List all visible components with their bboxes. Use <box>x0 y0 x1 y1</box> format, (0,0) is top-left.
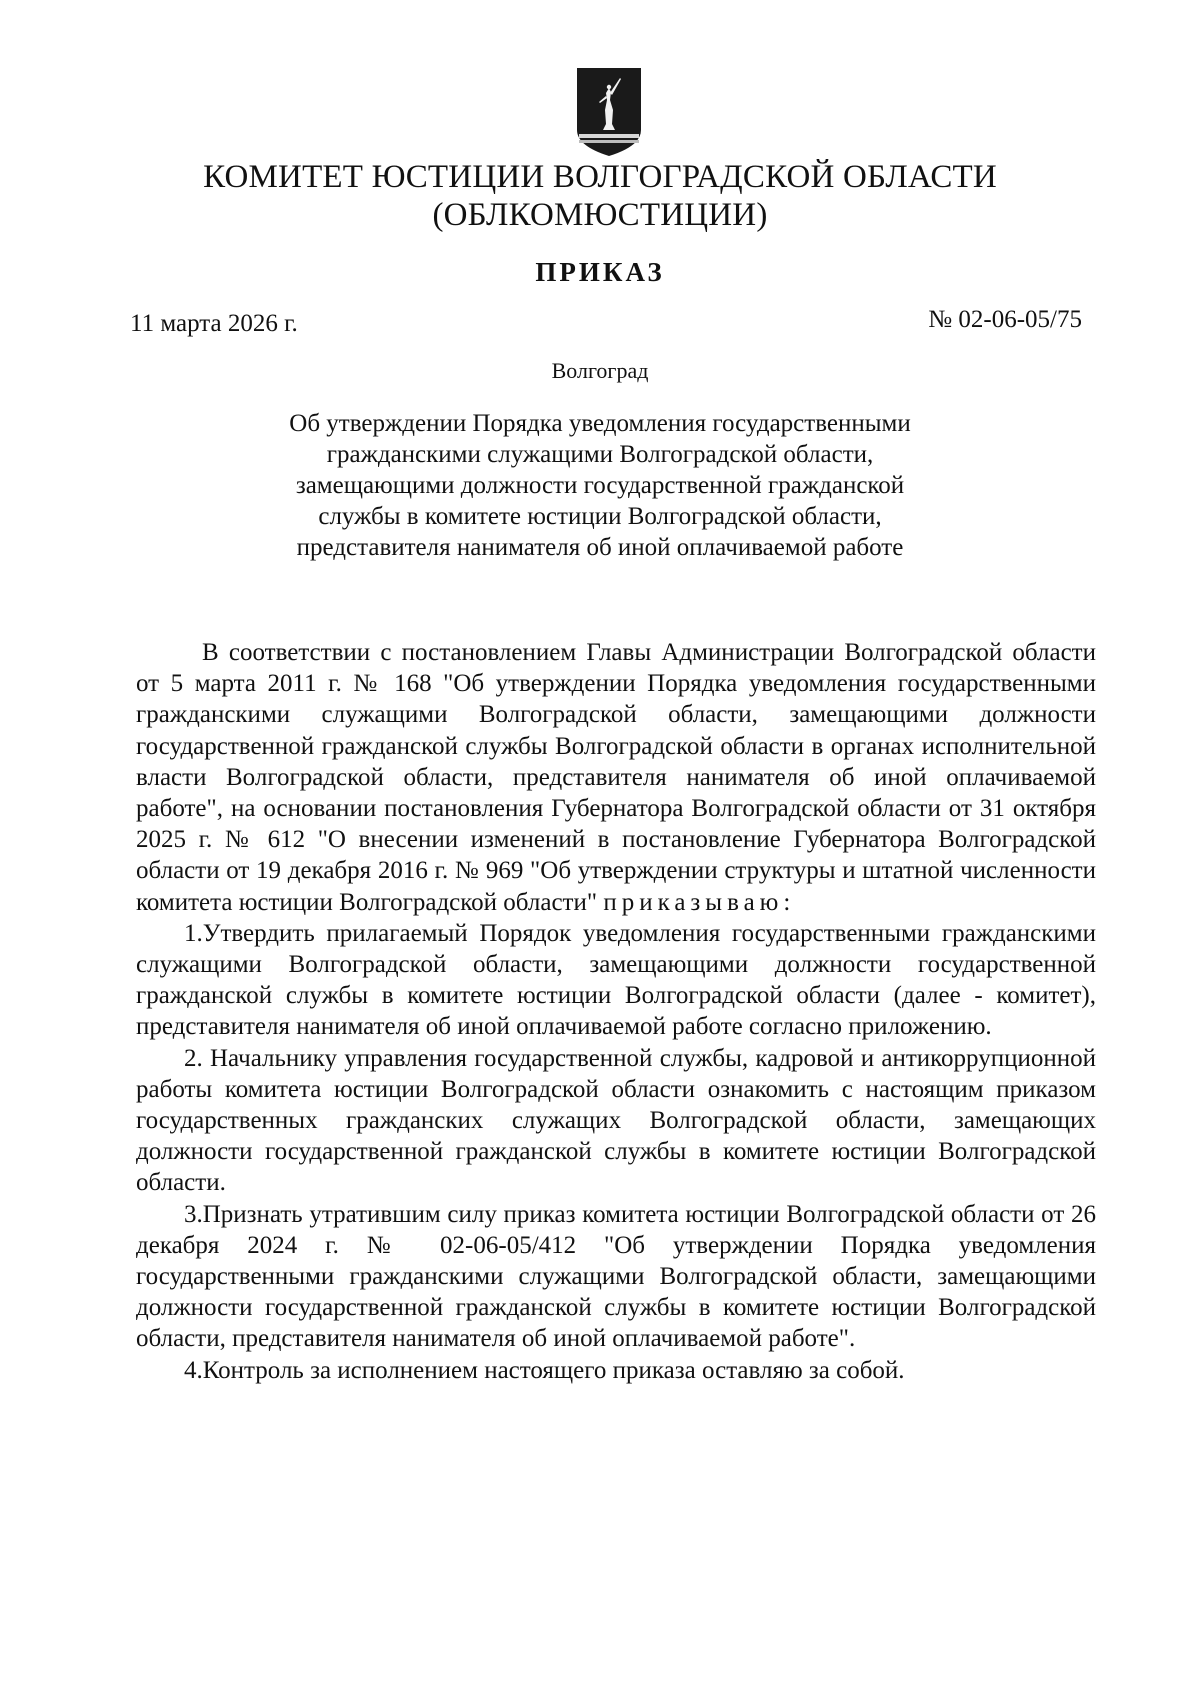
document-number: № 02-06-05/75 <box>928 306 1082 333</box>
title-line: службы в комитете юстиции Волгоградской области, <box>318 503 882 530</box>
organization-name: КОМИТЕТ ЮСТИЦИИ ВОЛГОГРАДСКОЙ ОБЛАСТИ <box>203 159 997 195</box>
organization-abbreviation: (ОБЛКОМЮСТИЦИИ) <box>432 197 768 233</box>
order-item-3: 3.Признать утратившим силу приказ комитета юстиции Волгоградской области от 26 декабря 2024 г. № 02-06-05/412 "Об утверждении Порядка уведомления государственными гражданскими служащими Волгоградской области, замещающими должности государственной гражданской службы в комитете юстиции Волгоградской области, представителя нанимателя об иной оплачиваемой работе". <box>136 1200 1096 1353</box>
document-city: Волгоград <box>551 358 649 383</box>
preamble-text: В соответствии с постановлением Главы Администрации Волгоградской области от 5 марта 2011 г. № 168 "Об утверждении Порядка уведомления государственными гражданскими служащими Волгоградской области, замещающими должности государственной гражданской службы Волгоградской области в органах исполнительной власти Волгоградской области, представителя нанимателя об иной оплачиваемой работе", на основании постановления Губернатора Волгоградской области от 31 октября 2025 г. № 612 "О внесении изменений в постановление Губернатора Волгоградской области от 19 декабря 2016 г. № 969 "Об утверждении структуры и штатной численности комитета юстиции Волгоградской области" <box>136 639 1096 916</box>
title-line: представителя нанимателя об иной оплачиваемой работе <box>296 534 904 561</box>
document-body <box>136 637 1096 1386</box>
document-date: 11 марта 2026 г. <box>130 310 298 337</box>
coat-of-arms-emblem <box>573 66 645 158</box>
order-item-4: 4.Контроль за исполнением настоящего приказа оставляю за собой. <box>184 1356 905 1384</box>
order-item-1: 1.Утвердить прилагаемый Порядок уведомления государственными гражданскими служащими Волгоградской области, замещающими должности государственной гражданской службы в комитете юстиции Волгоградской области (далее - комитет), представителя нанимателя об иной оплачиваемой работе согласно приложению. <box>136 919 1096 1041</box>
preamble-paragraph <box>136 637 1096 918</box>
title-line: замещающими должности государственной гражданской <box>295 472 905 499</box>
title-line: Об утверждении Порядка уведомления государственными <box>289 410 911 437</box>
document-type-heading: ПРИКАЗ <box>535 257 665 287</box>
order-word: приказываю: <box>603 888 796 916</box>
document-title <box>160 408 1040 563</box>
order-item-2: 2. Начальнику управления государственной службы, кадровой и антикоррупционной работы комитета юстиции Волгоградской области ознакомить с настоящим приказом государственных гражданских служащих Волгоградской области, замещающих должности государственной гражданской службы в комитете юстиции Волгоградской области. <box>136 1044 1096 1197</box>
title-line: гражданскими служащими Волгоградской области, <box>326 441 874 468</box>
